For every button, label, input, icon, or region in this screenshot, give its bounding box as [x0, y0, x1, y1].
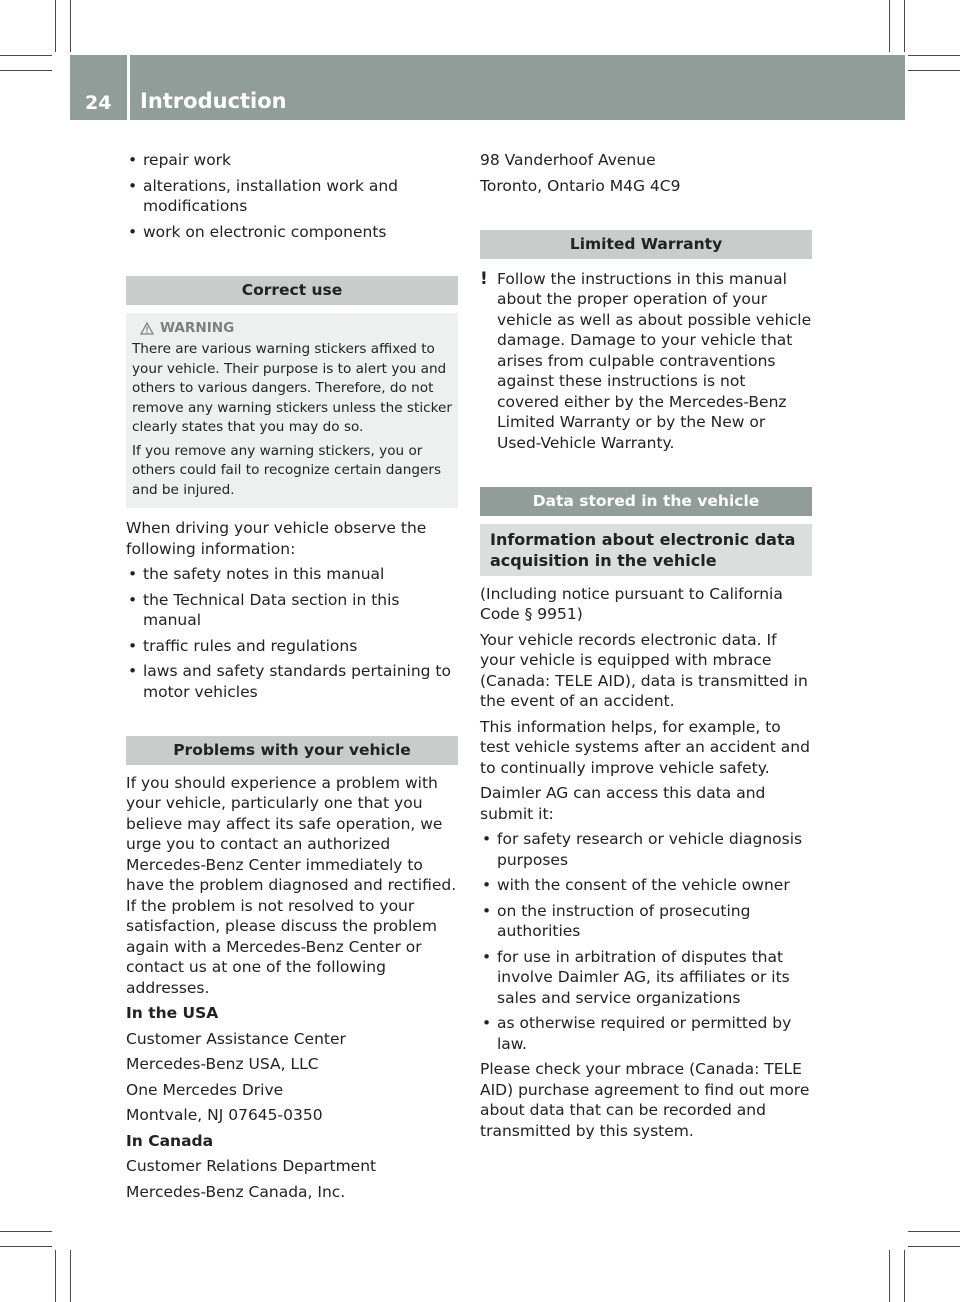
address-line: Customer Assistance Center — [126, 1029, 346, 1048]
list-item: • work on electronic components — [126, 222, 458, 243]
list-item: • the Technical Data section in this manual — [126, 590, 458, 631]
warning-text: If you remove any warning stickers, you or others could fail to recognize certain dangers and be injured. — [132, 442, 442, 498]
crop-mark — [0, 55, 52, 56]
crop-mark — [55, 1250, 56, 1302]
crop-mark — [0, 1231, 52, 1232]
crop-mark — [904, 0, 905, 52]
section-heading-data-stored: Data stored in the vehicle — [480, 487, 812, 516]
list-item: • as otherwise required or permitted by law. — [480, 1013, 812, 1054]
address-label-canada: In Canada — [126, 1131, 214, 1150]
crop-mark — [0, 1246, 52, 1247]
left-column — [126, 150, 458, 1207]
crop-mark — [908, 70, 960, 71]
address-line: 98 Vanderhoof Avenue — [480, 151, 656, 169]
crop-mark — [908, 1231, 960, 1232]
list-item: • for use in arbitration of disputes that involve Daimler AG, its affiliates or its sales and service organizations — [480, 947, 812, 1009]
paragraph: (Including notice pursuant to California Code § 9951) — [480, 584, 783, 623]
section-heading-warranty: Limited Warranty — [480, 230, 812, 259]
crop-mark — [904, 1250, 905, 1302]
crop-mark — [908, 1246, 960, 1247]
address-line: Customer Relations Department — [126, 1157, 377, 1175]
paragraph: Your vehicle records electronic data. If your vehicle is equipped with mbrace (Canada: TELE AID), data is transmitted in the event of an accident. — [480, 630, 808, 710]
list-item: • on the instruction of prosecuting authorities — [480, 901, 812, 942]
address-line: Mercedes-Benz USA, LLC — [126, 1055, 319, 1073]
crop-mark — [0, 70, 52, 71]
warning-box — [126, 313, 458, 509]
address-label-usa: In the USA — [126, 1004, 219, 1022]
warning-text: There are various warning stickers affixed to your vehicle. Their purpose is to alert you and others to various dangers. Therefore, do not remove any warning stickers unless the sticker clearly states that you may do so. — [132, 341, 452, 435]
list-item: • with the consent of the vehicle owner — [480, 875, 812, 896]
list-item: • repair work — [126, 150, 458, 171]
section-heading-problems: Problems with your vehicle — [126, 736, 458, 765]
paragraph: This information helps, for example, to test vehicle systems after an accident and to continually improve vehicle safety. — [480, 717, 810, 777]
address-line: Montvale, NJ 07645-0350 — [126, 1106, 323, 1124]
list-item: • laws and safety standards pertaining to motor vehicles — [126, 661, 458, 702]
address-line: One Mercedes Drive — [126, 1080, 284, 1099]
subheading-electronic-data: Information about electronic data acquisition in the vehicle — [480, 524, 812, 576]
paragraph: Please check your mbrace (Canada: TELE AID) purchase agreement to find out more about data that can be recorded and transmitted by this system. — [480, 1060, 810, 1140]
exclamation-icon: ! — [480, 268, 488, 289]
crop-mark — [70, 1250, 71, 1302]
section-heading-correct-use: Correct use — [126, 276, 458, 305]
crop-mark — [889, 0, 890, 52]
address-line: Toronto, Ontario M4G 4C9 — [480, 176, 681, 195]
crop-mark — [908, 55, 960, 56]
warranty-note — [480, 269, 812, 454]
paragraph: Daimler AG can access this data and submit it: — [480, 784, 766, 823]
crop-mark — [70, 0, 71, 52]
warning-label: WARNING — [160, 319, 235, 336]
chapter-title: Introduction — [140, 89, 287, 113]
paragraph: If you should experience a problem with your vehicle, particularly one that you believe may affect its safe operation, we urge you to contact an authorized Mercedes-Benz Center immediately to have the problem diagnosed and rectified. If the problem is not resolved to your satisfaction, please discuss the problem again with a Mercedes-Benz Center or contact us at one of the following addresses. — [126, 773, 457, 997]
list-item: • alterations, installation work and modifications — [126, 176, 458, 217]
list-item: • traffic rules and regulations — [126, 636, 458, 657]
warranty-text: Follow the instructions in this manual about the proper operation of your vehicle as well as about possible vehicle damage. Damage to your vehicle that arises from culpable contraventions against these instructions is not covered either by the Mercedes-Benz Limited Warranty or by the New or Used-Vehicle Warranty. — [497, 269, 812, 452]
right-column — [480, 150, 812, 1146]
list-item: • the safety notes in this manual — [126, 564, 458, 585]
address-line: Mercedes-Benz Canada, Inc. — [126, 1182, 346, 1201]
warning-title — [140, 319, 452, 339]
page-number: 24 — [85, 92, 112, 114]
list-item: • for safety research or vehicle diagnosis purposes — [480, 829, 812, 870]
warning-triangle-icon — [140, 322, 154, 335]
paragraph: When driving your vehicle observe the following information: — [126, 519, 427, 558]
crop-mark — [55, 0, 56, 52]
crop-mark — [889, 1250, 890, 1302]
header-divider — [127, 55, 130, 120]
